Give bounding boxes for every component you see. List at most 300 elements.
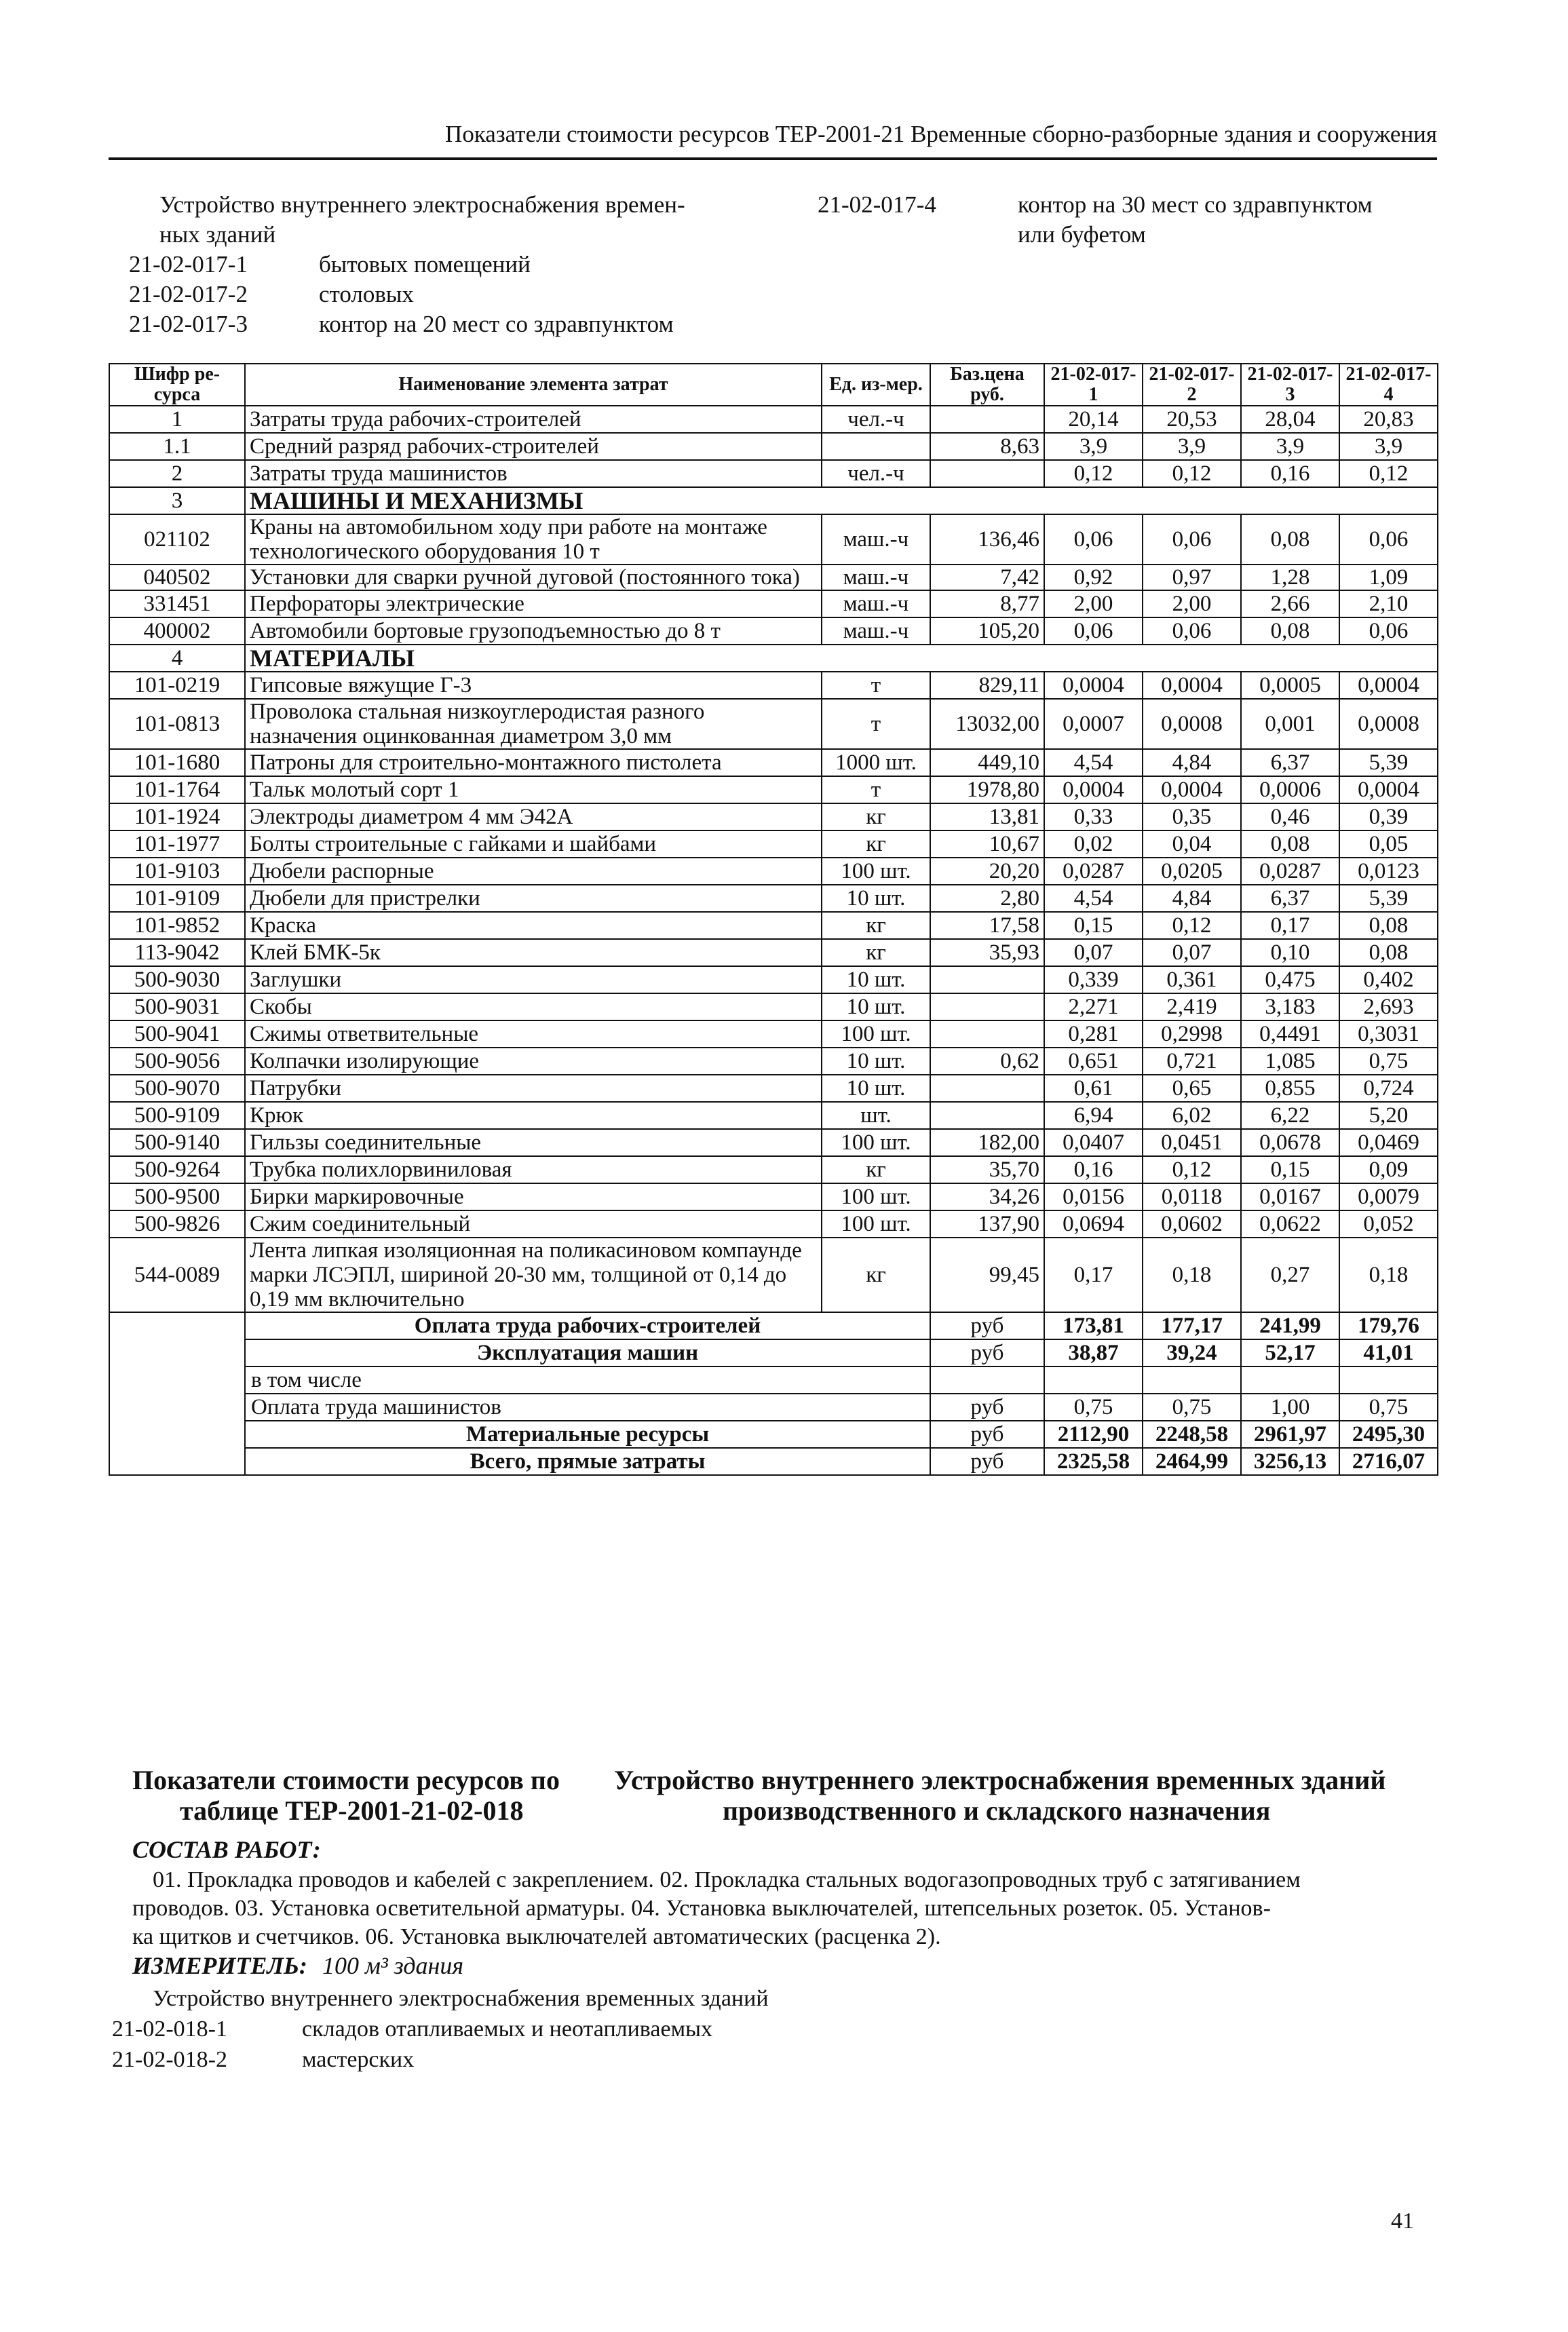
cell-price: 35,93 — [930, 939, 1044, 966]
cell-value: 0,0694 — [1044, 1210, 1143, 1238]
table-row — [109, 966, 1438, 993]
cell-name: Сжимы ответвительные — [245, 1020, 822, 1048]
works-line3: ка щитков и счетчиков. 06. Установка выключателей автоматических (расценка 2). — [132, 1924, 941, 1949]
cell-value: 28,04 — [1241, 406, 1339, 433]
table-row — [109, 617, 1438, 645]
table-row — [109, 993, 1438, 1020]
cell-price: 34,26 — [930, 1183, 1044, 1210]
cell-unit: чел.-ч — [822, 460, 930, 487]
cell-value: 0,17 — [1044, 1238, 1143, 1312]
cell-value: 0,33 — [1044, 803, 1143, 830]
cell-code: 500-9264 — [109, 1156, 245, 1183]
table-row — [109, 1156, 1438, 1183]
cell-name: Средний разряд рабочих-строителей — [245, 433, 822, 460]
cell-name: Сжим соединительный — [245, 1210, 822, 1238]
intro-title-line1: Устройство внутреннего электроснабжения времен- — [159, 191, 685, 218]
cell-unit: 100 шт. — [822, 1129, 930, 1156]
cell-category: МАШИНЫ И МЕХАНИЗМЫ — [245, 487, 1438, 514]
cell-value: 0,17 — [1241, 912, 1339, 939]
cell-unit: 1000 шт. — [822, 749, 930, 776]
section2-item-text: мастерских — [302, 2047, 415, 2072]
cell-value: 0,18 — [1339, 1238, 1438, 1312]
cell-unit: кг — [822, 939, 930, 966]
table-row — [109, 406, 1438, 433]
cell-value — [1044, 1366, 1143, 1394]
cell-value: 2716,07 — [1339, 1448, 1438, 1475]
cell-value: 0,0004 — [1044, 776, 1143, 803]
cell-value: 0,39 — [1339, 803, 1438, 830]
cell-value: 0,12 — [1143, 460, 1241, 487]
cell-unit: 100 шт. — [822, 1020, 930, 1048]
table-row — [109, 912, 1438, 939]
cell-unit: 10 шт. — [822, 1048, 930, 1075]
cell-unit: кг — [822, 1156, 930, 1183]
cell-value: 2961,97 — [1241, 1421, 1339, 1448]
cell-price: 99,45 — [930, 1238, 1044, 1312]
col-c2-header: 21-02-017-2 — [1143, 364, 1241, 406]
cell-value: 1,00 — [1241, 1394, 1339, 1421]
cell-unit: руб — [930, 1394, 1044, 1421]
cell-price — [930, 406, 1044, 433]
cell-price: 1978,80 — [930, 776, 1044, 803]
cell-code: 101-1680 — [109, 749, 245, 776]
table-row — [109, 1048, 1438, 1075]
cell-value: 0,18 — [1143, 1238, 1241, 1312]
cell-value: 3,9 — [1143, 433, 1241, 460]
cell-unit: 100 шт. — [822, 1210, 930, 1238]
cell-value: 0,08 — [1241, 830, 1339, 858]
cell-code: 113-9042 — [109, 939, 245, 966]
cell-value: 0,0407 — [1044, 1129, 1143, 1156]
cell-unit: 10 шт. — [822, 993, 930, 1020]
cell-category: МАТЕРИАЛЫ — [245, 645, 1438, 672]
table-row — [109, 1020, 1438, 1048]
cell-value: 0,0287 — [1241, 858, 1339, 885]
table-row — [109, 1129, 1438, 1156]
cell-unit: кг — [822, 1238, 930, 1312]
cell-value: 41,01 — [1339, 1339, 1438, 1366]
cell-code: 101-0813 — [109, 699, 245, 749]
cell-value: 0,15 — [1044, 912, 1143, 939]
intro-item-code: 21-02-017-1 — [129, 251, 248, 278]
cell-value: 2495,30 — [1339, 1421, 1438, 1448]
cell-value: 0,06 — [1044, 617, 1143, 645]
cell-name: Автомобили бортовые грузоподъемностью до 8 т — [245, 617, 822, 645]
cell-unit: руб — [930, 1448, 1044, 1475]
cell-name: Крюк — [245, 1102, 822, 1129]
cell-value: 6,37 — [1241, 885, 1339, 912]
cell-value — [1339, 1366, 1438, 1394]
cell-value: 0,0118 — [1143, 1183, 1241, 1210]
cell-value: 0,75 — [1143, 1394, 1241, 1421]
cell-value: 0,052 — [1339, 1210, 1438, 1238]
header-rule — [109, 157, 1437, 160]
works-line2: проводов. 03. Установка осветительной арматуры. 04. Установка выключателей, штепсельных розеток. 05. Установ- — [132, 1896, 1271, 1921]
table-row — [109, 885, 1438, 912]
cell-code: 2 — [109, 460, 245, 487]
cell-price: 137,90 — [930, 1210, 1044, 1238]
cell-unit: т — [822, 672, 930, 699]
cell-value: 0,04 — [1143, 830, 1241, 858]
cell-name: Гипсовые вяжущие Г-3 — [245, 672, 822, 699]
cell-value: 0,27 — [1241, 1238, 1339, 1312]
cell-unit: 100 шт. — [822, 858, 930, 885]
cell-price: 449,10 — [930, 749, 1044, 776]
resource-table — [109, 363, 1438, 1476]
cell-code: 101-9109 — [109, 885, 245, 912]
col-price-header: Баз.цена руб. — [930, 364, 1044, 406]
cell-unit: кг — [822, 912, 930, 939]
cell-unit — [930, 1366, 1044, 1394]
cell-price: 182,00 — [930, 1129, 1044, 1156]
cell-value: 6,94 — [1044, 1102, 1143, 1129]
cell-value: 0,0167 — [1241, 1183, 1339, 1210]
cell-unit: т — [822, 776, 930, 803]
cell-name: Проволока стальная низкоуглеродистая разного назначения оцинкованная диаметром 3,0 мм — [245, 699, 822, 749]
cell-value: 4,54 — [1044, 885, 1143, 912]
cell-value: 0,0004 — [1339, 776, 1438, 803]
cell-code: 101-1764 — [109, 776, 245, 803]
cell-value: 0,06 — [1143, 514, 1241, 565]
cell-summary-name: Оплата труда машинистов — [245, 1394, 930, 1421]
table-row — [109, 830, 1438, 858]
table-row — [109, 487, 1438, 514]
measure-value: 100 м³ здания — [322, 1952, 464, 1979]
cell-value: 2,10 — [1339, 590, 1438, 617]
intro-item-code: 21-02-017-3 — [129, 311, 248, 337]
cell-value: 0,97 — [1143, 565, 1241, 590]
cell-price: 8,63 — [930, 433, 1044, 460]
table-row — [109, 939, 1438, 966]
cell-price — [930, 1102, 1044, 1129]
cell-value: 0,0205 — [1143, 858, 1241, 885]
cell-value: 2,419 — [1143, 993, 1241, 1020]
cell-value: 0,281 — [1044, 1020, 1143, 1048]
cell-code: 500-9109 — [109, 1102, 245, 1129]
cell-price: 829,11 — [930, 672, 1044, 699]
cell-value: 3256,13 — [1241, 1448, 1339, 1475]
table-row — [109, 1183, 1438, 1210]
cell-value: 20,14 — [1044, 406, 1143, 433]
cell-value: 0,05 — [1339, 830, 1438, 858]
table-row — [109, 590, 1438, 617]
cell-value: 4,84 — [1143, 749, 1241, 776]
cell-code: 400002 — [109, 617, 245, 645]
cell-value: 0,10 — [1241, 939, 1339, 966]
cell-value: 0,61 — [1044, 1075, 1143, 1102]
cell-code: 101-9103 — [109, 858, 245, 885]
intro-item-text: контор на 20 мест со здравпунктом — [319, 311, 674, 337]
cell-price: 17,58 — [930, 912, 1044, 939]
cell-value: 0,75 — [1044, 1394, 1143, 1421]
cell-code: 500-9070 — [109, 1075, 245, 1102]
section2-left-line1: Показатели стоимости ресурсов по — [132, 1765, 560, 1795]
cell-value: 0,3031 — [1339, 1020, 1438, 1048]
table-row — [109, 565, 1438, 590]
col-name-header: Наименование элемента затрат — [245, 364, 822, 406]
cell-unit: 10 шт. — [822, 885, 930, 912]
cell-empty — [109, 1312, 245, 1475]
summary-row — [109, 1421, 1438, 1448]
cell-code: 1 — [109, 406, 245, 433]
cell-value: 0,339 — [1044, 966, 1143, 993]
intro-item-code: 21-02-017-2 — [129, 281, 248, 307]
works-line1: 01. Прокладка проводов и кабелей с закреплением. 02. Прокладка стальных водогазопроводных труб с затягиванием — [153, 1867, 1301, 1892]
cell-value: 0,0004 — [1339, 672, 1438, 699]
cell-value: 0,06 — [1044, 514, 1143, 565]
table-row — [109, 1102, 1438, 1129]
cell-value: 0,0008 — [1143, 699, 1241, 749]
cell-name: Затраты труда машинистов — [245, 460, 822, 487]
cell-value: 3,183 — [1241, 993, 1339, 1020]
cell-value: 0,15 — [1241, 1156, 1339, 1183]
cell-value: 2248,58 — [1143, 1421, 1241, 1448]
cell-value: 1,28 — [1241, 565, 1339, 590]
cell-value: 3,9 — [1241, 433, 1339, 460]
section2-left-line2: таблице ТЕР-2001-21-02-018 — [180, 1795, 524, 1826]
cell-value: 0,0123 — [1339, 858, 1438, 885]
cell-price: 8,77 — [930, 590, 1044, 617]
cell-name: Гильзы соединительные — [245, 1129, 822, 1156]
cell-code: 101-1977 — [109, 830, 245, 858]
cell-name: Дюбели для пристрелки — [245, 885, 822, 912]
cell-value: 0,0602 — [1143, 1210, 1241, 1238]
cell-value: 0,402 — [1339, 966, 1438, 993]
cell-value: 0,2998 — [1143, 1020, 1241, 1048]
cell-name: Болты строительные с гайками и шайбами — [245, 830, 822, 858]
cell-value: 0,724 — [1339, 1075, 1438, 1102]
cell-value: 6,37 — [1241, 749, 1339, 776]
cell-summary-name: в том числе — [245, 1366, 930, 1394]
section2-subtitle: Устройство внутреннего электроснабжения временных зданий — [153, 1986, 769, 2011]
cell-value: 2,693 — [1339, 993, 1438, 1020]
cell-code: 500-9500 — [109, 1183, 245, 1210]
cell-value: 0,08 — [1339, 912, 1438, 939]
cell-value: 0,08 — [1241, 617, 1339, 645]
cell-value: 2,00 — [1143, 590, 1241, 617]
cell-unit — [822, 433, 930, 460]
cell-value: 4,84 — [1143, 885, 1241, 912]
cell-value: 0,0469 — [1339, 1129, 1438, 1156]
cell-summary-name: Всего, прямые затраты — [245, 1448, 930, 1475]
cell-value: 0,06 — [1339, 617, 1438, 645]
table-row — [109, 460, 1438, 487]
table-header-row — [109, 364, 1438, 406]
cell-value: 0,12 — [1044, 460, 1143, 487]
cell-value: 0,855 — [1241, 1075, 1339, 1102]
cell-value: 52,17 — [1241, 1339, 1339, 1366]
cell-value: 5,39 — [1339, 749, 1438, 776]
cell-name: Патрубки — [245, 1075, 822, 1102]
cell-value: 6,02 — [1143, 1102, 1241, 1129]
intro-right-text-line1: контор на 30 мест со здравпунктом — [1018, 191, 1373, 218]
cell-code: 331451 — [109, 590, 245, 617]
summary-row — [109, 1394, 1438, 1421]
cell-value: 0,0079 — [1339, 1183, 1438, 1210]
cell-value: 0,02 — [1044, 830, 1143, 858]
cell-value: 0,475 — [1241, 966, 1339, 993]
cell-code: 500-9041 — [109, 1020, 245, 1048]
cell-code: 3 — [109, 487, 245, 514]
cell-value: 0,16 — [1044, 1156, 1143, 1183]
cell-value: 0,721 — [1143, 1048, 1241, 1075]
cell-name: Колпачки изолирующие — [245, 1048, 822, 1075]
summary-row — [109, 1312, 1438, 1339]
section2-item-code: 21-02-018-1 — [112, 2016, 227, 2042]
cell-value: 0,0004 — [1044, 672, 1143, 699]
cell-price — [930, 1020, 1044, 1048]
cell-name: Лента липкая изоляционная на поликасиновом компаунде марки ЛСЭПЛ, шириной 20-30 мм, толщиной от 0,14 до 0,19 мм включительно — [245, 1238, 822, 1312]
cell-name: Заглушки — [245, 966, 822, 993]
cell-name: Скобы — [245, 993, 822, 1020]
cell-value: 0,12 — [1339, 460, 1438, 487]
cell-value: 0,0004 — [1143, 672, 1241, 699]
cell-code: 500-9140 — [109, 1129, 245, 1156]
col-c1-header: 21-02-017-1 — [1044, 364, 1143, 406]
cell-unit: руб — [930, 1339, 1044, 1366]
cell-value — [1241, 1366, 1339, 1394]
cell-summary-name: Материальные ресурсы — [245, 1421, 930, 1448]
cell-price: 13,81 — [930, 803, 1044, 830]
cell-unit: т — [822, 699, 930, 749]
intro-right-text-line2: или буфетом — [1018, 221, 1146, 248]
cell-value: 0,0004 — [1143, 776, 1241, 803]
cell-code: 101-0219 — [109, 672, 245, 699]
cell-value: 0,0156 — [1044, 1183, 1143, 1210]
table-row — [109, 672, 1438, 699]
cell-unit: кг — [822, 803, 930, 830]
intro-item-text: бытовых помещений — [319, 251, 531, 278]
cell-name: Тальк молотый сорт 1 — [245, 776, 822, 803]
cell-price: 35,70 — [930, 1156, 1044, 1183]
cell-value: 20,53 — [1143, 406, 1241, 433]
cell-value: 1,085 — [1241, 1048, 1339, 1075]
cell-value: 177,17 — [1143, 1312, 1241, 1339]
cell-price: 0,62 — [930, 1048, 1044, 1075]
cell-value: 0,09 — [1339, 1156, 1438, 1183]
cell-price: 10,67 — [930, 830, 1044, 858]
cell-unit: чел.-ч — [822, 406, 930, 433]
col-c3-header: 21-02-017-3 — [1241, 364, 1339, 406]
cell-code: 1.1 — [109, 433, 245, 460]
cell-code: 500-9056 — [109, 1048, 245, 1075]
summary-row — [109, 1366, 1438, 1394]
cell-value: 0,0005 — [1241, 672, 1339, 699]
cell-price: 7,42 — [930, 565, 1044, 590]
cell-unit: шт. — [822, 1102, 930, 1129]
cell-value: 0,06 — [1143, 617, 1241, 645]
cell-value: 0,08 — [1241, 514, 1339, 565]
intro-right-code: 21-02-017-4 — [818, 191, 936, 218]
cell-price — [930, 993, 1044, 1020]
cell-name: Дюбели распорные — [245, 858, 822, 885]
cell-value: 0,0006 — [1241, 776, 1339, 803]
cell-unit: 10 шт. — [822, 1075, 930, 1102]
works-label: СОСТАВ РАБОТ: — [132, 1836, 321, 1863]
cell-price: 105,20 — [930, 617, 1044, 645]
cell-value: 0,75 — [1339, 1394, 1438, 1421]
cell-name: Краска — [245, 912, 822, 939]
cell-name: Трубка полихлорвиниловая — [245, 1156, 822, 1183]
cell-value: 241,99 — [1241, 1312, 1339, 1339]
cell-value: 0,12 — [1143, 912, 1241, 939]
cell-unit: 100 шт. — [822, 1183, 930, 1210]
cell-code: 500-9031 — [109, 993, 245, 1020]
cell-value: 20,83 — [1339, 406, 1438, 433]
table-row — [109, 749, 1438, 776]
cell-value: 0,46 — [1241, 803, 1339, 830]
cell-value: 0,75 — [1339, 1048, 1438, 1075]
page-number: 41 — [1391, 2209, 1414, 2234]
cell-value: 0,0451 — [1143, 1129, 1241, 1156]
cell-price: 2,80 — [930, 885, 1044, 912]
cell-value: 0,0007 — [1044, 699, 1143, 749]
section2-right-line1: Устройство внутреннего электроснабжения временных зданий — [614, 1765, 1386, 1795]
cell-value: 0,35 — [1143, 803, 1241, 830]
cell-name: Затраты труда рабочих-строителей — [245, 406, 822, 433]
cell-price: 13032,00 — [930, 699, 1044, 749]
cell-value: 3,9 — [1044, 433, 1143, 460]
intro-item-text: столовых — [319, 281, 414, 307]
cell-code: 500-9826 — [109, 1210, 245, 1238]
col-unit-header: Ед. из-мер. — [822, 364, 930, 406]
cell-value: 2,00 — [1044, 590, 1143, 617]
cell-value: 2,271 — [1044, 993, 1143, 1020]
col-c4-header: 21-02-017-4 — [1339, 364, 1438, 406]
cell-value: 0,0008 — [1339, 699, 1438, 749]
summary-row — [109, 1448, 1438, 1475]
cell-code: 101-1924 — [109, 803, 245, 830]
cell-value: 6,22 — [1241, 1102, 1339, 1129]
table-row — [109, 699, 1438, 749]
table-row — [109, 514, 1438, 565]
cell-unit: маш.-ч — [822, 514, 930, 565]
cell-name: Перфораторы электрические — [245, 590, 822, 617]
table-row — [109, 776, 1438, 803]
cell-code: 500-9030 — [109, 966, 245, 993]
cell-price — [930, 966, 1044, 993]
cell-name: Патроны для строительно-монтажного пистолета — [245, 749, 822, 776]
cell-value: 0,0287 — [1044, 858, 1143, 885]
section2-item-code: 21-02-018-2 — [112, 2047, 227, 2072]
cell-summary-name: Оплата труда рабочих-строителей — [245, 1312, 930, 1339]
table-row — [109, 1075, 1438, 1102]
cell-value: 0,001 — [1241, 699, 1339, 749]
col-code-header: Шифр ре-сурса — [109, 364, 245, 406]
cell-value: 0,92 — [1044, 565, 1143, 590]
cell-price: 20,20 — [930, 858, 1044, 885]
cell-value: 0,16 — [1241, 460, 1339, 487]
cell-unit: руб — [930, 1312, 1044, 1339]
cell-unit: 10 шт. — [822, 966, 930, 993]
cell-value: 38,87 — [1044, 1339, 1143, 1366]
cell-summary-name: Эксплуатация машин — [245, 1339, 930, 1366]
table-row — [109, 1210, 1438, 1238]
cell-unit: маш.-ч — [822, 565, 930, 590]
cell-unit: маш.-ч — [822, 590, 930, 617]
cell-value: 4,54 — [1044, 749, 1143, 776]
section2-right-line2: производственного и складского назначения — [723, 1795, 1271, 1826]
cell-unit: руб — [930, 1421, 1044, 1448]
cell-value: 2,66 — [1241, 590, 1339, 617]
cell-code: 101-9852 — [109, 912, 245, 939]
cell-value: 0,12 — [1143, 1156, 1241, 1183]
cell-code: 544-0089 — [109, 1238, 245, 1312]
table-row — [109, 1238, 1438, 1312]
cell-value: 1,09 — [1339, 565, 1438, 590]
cell-value: 179,76 — [1339, 1312, 1438, 1339]
cell-value: 0,361 — [1143, 966, 1241, 993]
